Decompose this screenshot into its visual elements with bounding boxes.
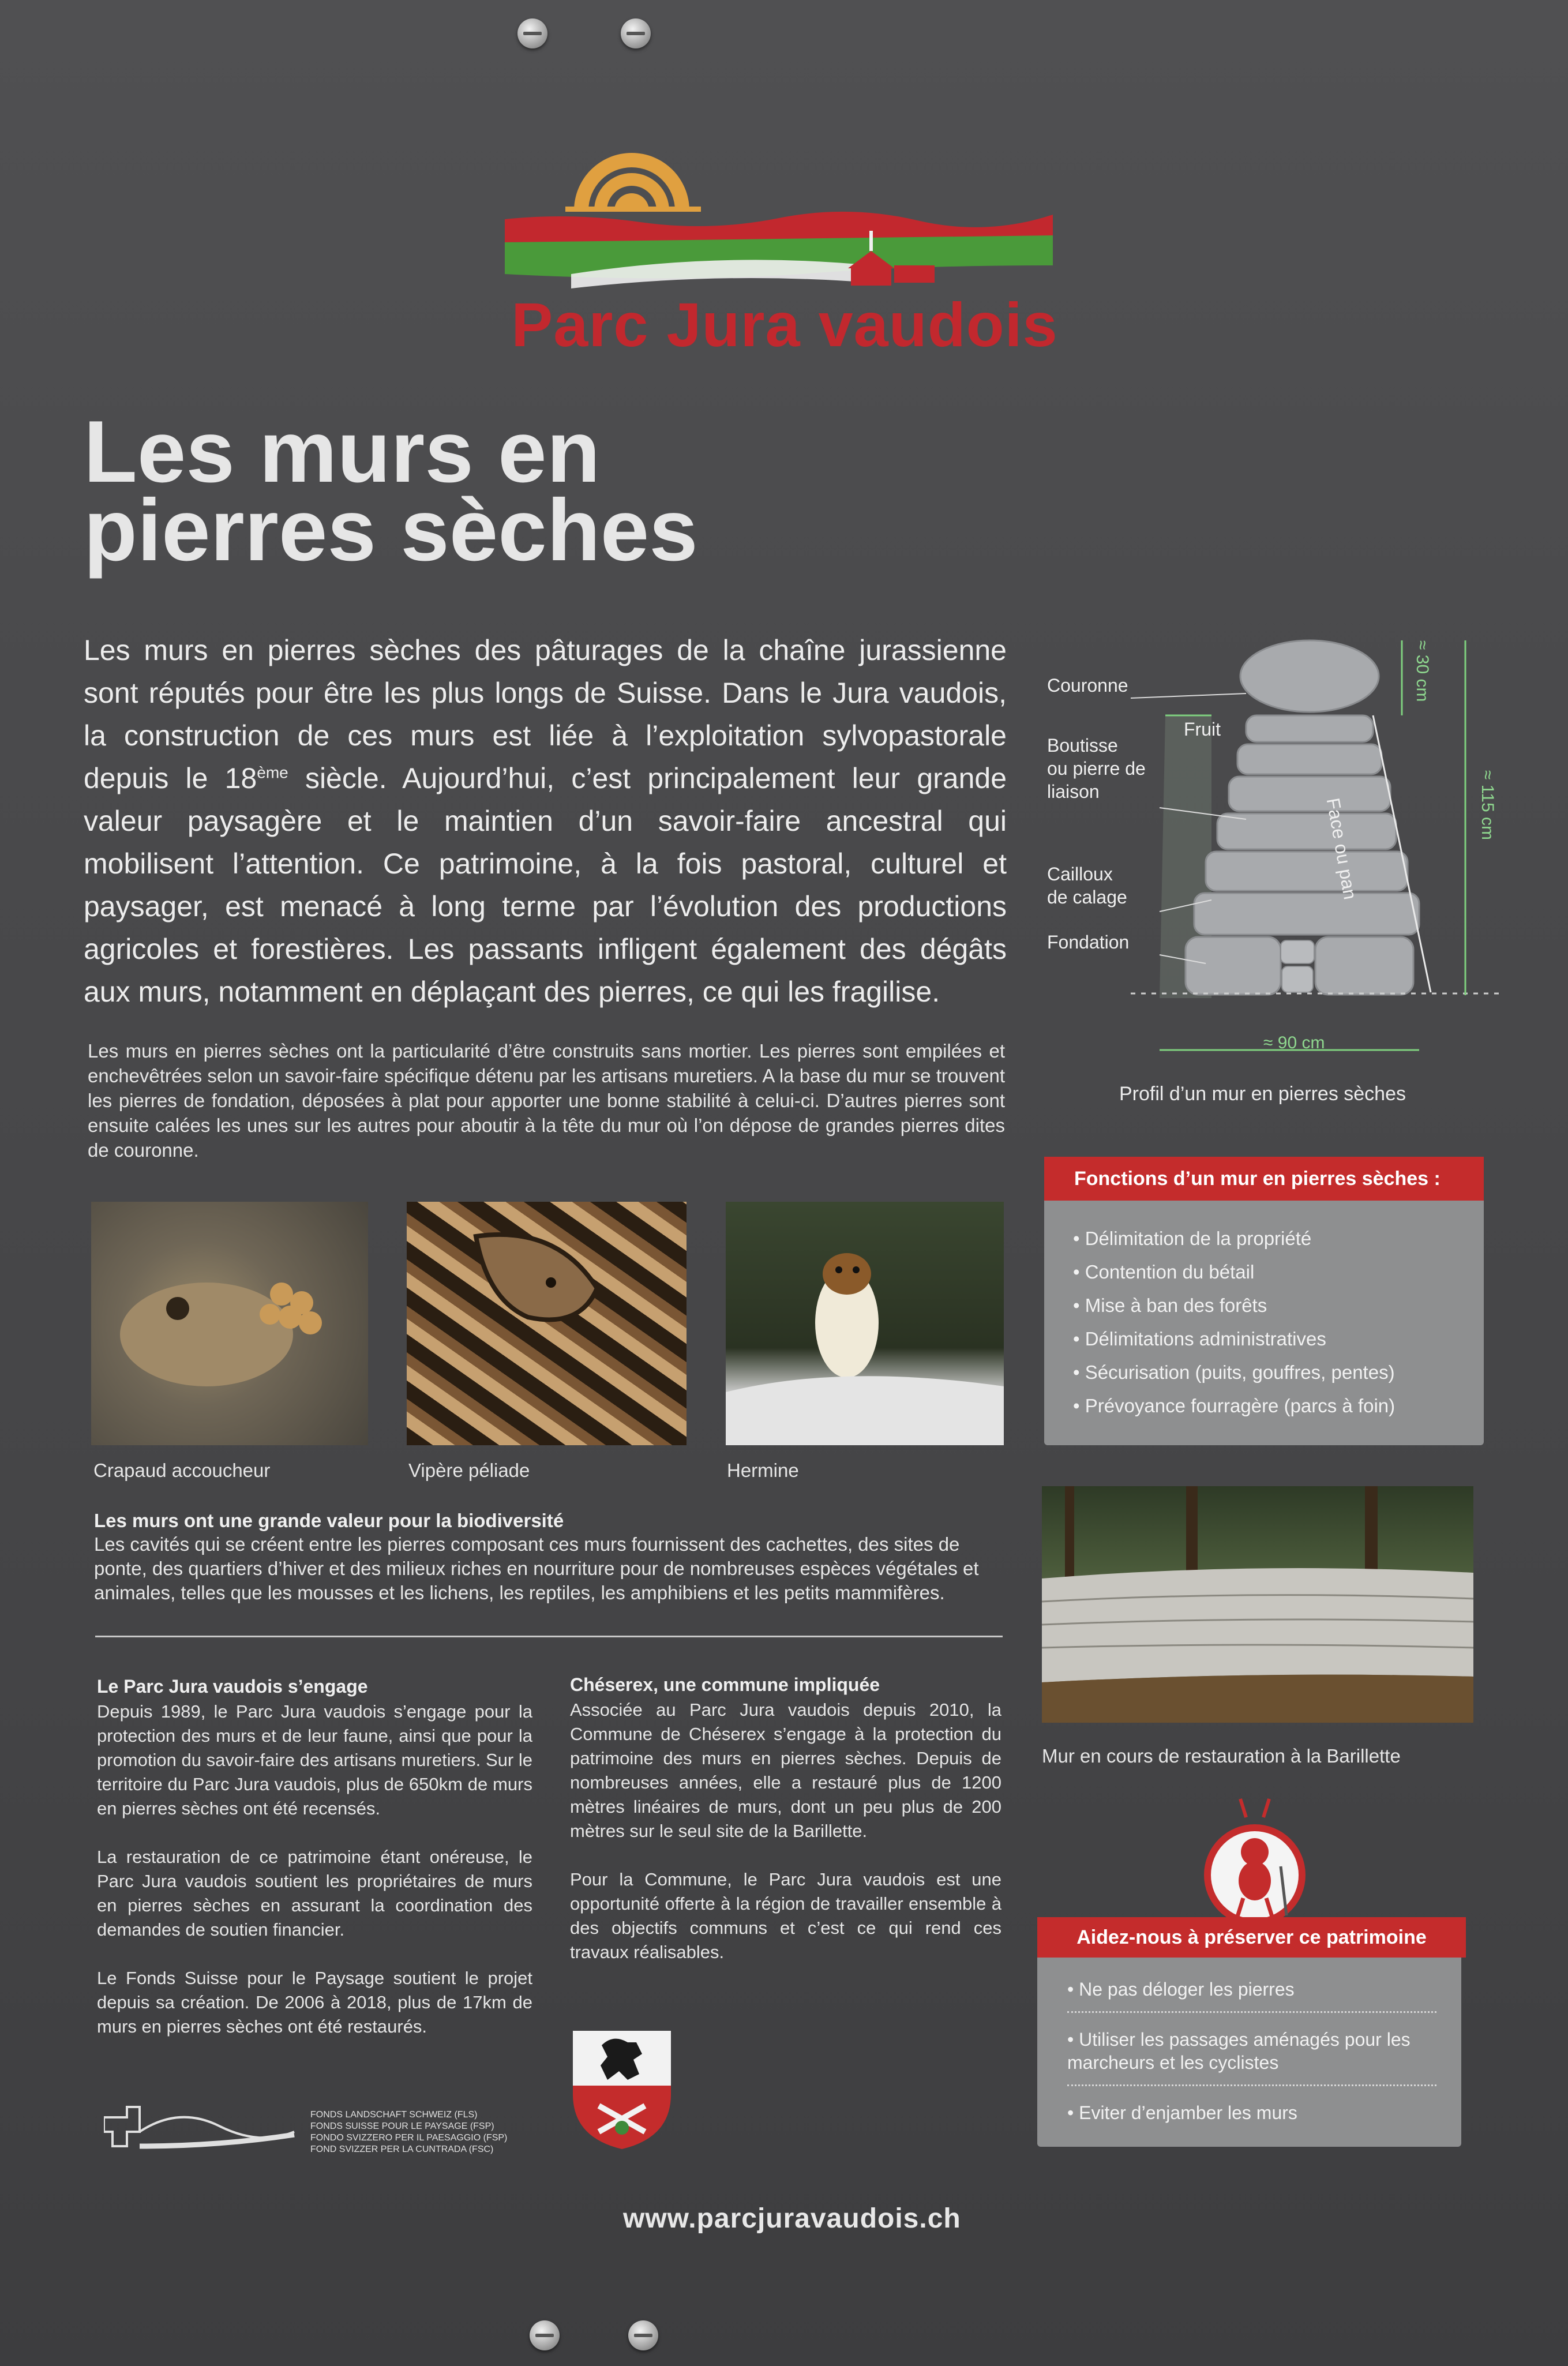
park-logo (502, 150, 1056, 294)
park-logo-name: Parc Jura vaudois (511, 290, 1058, 359)
intro-text-b: siècle. Aujourd’hui, c’est principalement leur grande valeur paysagère et le maintien d’un savoir-faire ancestral qui mobilisent l’attention. Ce patrimoine, à la fois pastoral, culturel et paysager, est menacé à long terme par l’évolution des productions agricoles et forestières. Les passants infligent également des dégâts aux murs, notamment en déplaçant des pierres, ce qui les fragilise. (84, 762, 1007, 1008)
help-item: • Ne pas déloger les pierres (1067, 1973, 1436, 2013)
photo-wall-restoration (1042, 1486, 1473, 1723)
diagram-label-couronne: Couronne (1047, 675, 1128, 696)
screw (628, 2320, 658, 2350)
boutisse-line-3: liaison (1047, 781, 1100, 802)
cailloux-line-1: Cailloux (1047, 864, 1113, 884)
fsp-line: FONDO SVIZZERO PER IL PAESAGGIO (FSP) (310, 2133, 508, 2143)
title-line-1: Les murs en (84, 403, 601, 501)
boutisse-line-1: Boutisse (1047, 735, 1118, 756)
fsp-line: FOND SVIZZER PER LA CUNTRADA (FSC) (310, 2144, 494, 2154)
screw (517, 18, 547, 48)
wall-profile-diagram (1131, 629, 1500, 1067)
intro-text-a: Les murs en pierres sèches des pâturages de la chaîne jurassienne sont réputés pour être les plus longs de Suisse. Dans le Jura vaudois, la construction de ces murs est liée à l’exploitation sylvopastorale depuis le 18 (84, 634, 1007, 794)
function-item: • Prévoyance fourragère (parcs à foin) (1073, 1395, 1396, 1416)
intro-paragraph (84, 629, 1007, 1013)
cheserex-paragraph: Associée au Parc Jura vaudois depuis 2010, la Commune de Chéserex s’engage à la protection du patrimoine des murs en pierres sèches. Depuis de nombreuses années, elle a restauré plus de 1200 mètres linéaires de murs, dont un peu plus de 200 mètres sur le seul site de la Barillette. (570, 1700, 1001, 1841)
biodiversity-title: Les murs ont une grande valeur pour la biodiversité (94, 1510, 564, 1531)
parc-paragraph: Le Fonds Suisse pour le Paysage soutient le projet depuis sa création. De 2006 à 2018, plus de 17km de murs en pierres sèches ont été restaurés. (97, 1968, 532, 2037)
function-item: • Mise à ban des forêts (1073, 1295, 1267, 1316)
diagram-dim-height: ≈ 115 cm (1478, 770, 1497, 840)
photo-caption: Crapaud accoucheur (93, 1460, 271, 1481)
page-title (84, 403, 698, 579)
help-item: • Utiliser les passages aménagés pour les marcheurs et les cyclistes (1067, 2023, 1436, 2086)
diagram-caption: Profil d’un mur en pierres sèches (1119, 1083, 1406, 1105)
photo-toad (91, 1202, 368, 1445)
diagram-label-fruit: Fruit (1184, 719, 1221, 740)
fsp-names (310, 2109, 507, 2155)
diagram-dim-top: ≈ 30 cm (1413, 640, 1432, 702)
photo-caption: Hermine (727, 1460, 799, 1481)
cheserex-section-text (570, 1698, 1001, 1989)
fsp-logo (104, 2100, 306, 2155)
cheserex-section-title: Chéserex, une commune impliquée (570, 1674, 880, 1695)
function-item: • Délimitation de la propriété (1073, 1228, 1312, 1249)
parc-paragraph: La restauration de ce patrimoine étant onéreuse, le Parc Jura vaudois soutient les propriétaires de murs en pierres sèches en assurant la coordination des demandes de soutien financier. (97, 1847, 532, 1940)
screw (530, 2320, 560, 2350)
cailloux-line-2: de calage (1047, 887, 1127, 908)
cheserex-paragraph: Pour la Commune, le Parc Jura vaudois est une opportunité offerte à la région de travailler ensemble à des objectifs communs et c’est ce qui rend ces travaux réalisables. (570, 1869, 1001, 1962)
function-item: • Sécurisation (puits, gouffres, pentes) (1073, 1362, 1395, 1383)
functions-list (1073, 1222, 1477, 1423)
title-line-2: pierres sèches (84, 481, 698, 579)
website-url[interactable]: www.parcjuravaudois.ch (623, 2203, 961, 2234)
boutisse-line-2: ou pierre de (1047, 758, 1146, 779)
parc-section-text (97, 1700, 532, 2063)
construction-paragraph: Les murs en pierres sèches ont la particularité d’être construits sans mortier. Les pierres sont empilées et enchevêtrées selon un savoir-faire spécifique détenu par les artisans muretiers. A la base du mur se trouvent les pierres de fondation, déposées à plat pour apporter une bonne stabilité à celui-ci. D’autres pierres sont ensuite calées les unes sur les autres pour aboutir à la tête du mur où l’on dépose de grandes pierres dites de couronne. (88, 1040, 1005, 1161)
divider (95, 1636, 1003, 1637)
wall-photo-caption: Mur en cours de restauration à la Barillette (1042, 1745, 1401, 1767)
diagram-label-boutisse (1047, 734, 1146, 803)
help-item: • Eviter d’enjamber les murs (1067, 2102, 1297, 2123)
parc-paragraph: Depuis 1989, le Parc Jura vaudois s’engage pour la protection des murs et de leur faune, ainsi que pour la promotion du savoir-faire des artisans muretiers. Sur le territoire du Parc Jura vaudois, plus de 650km de murs en pierres sèches ont été recensés. (97, 1701, 532, 1818)
ant-mascot-icon (1200, 1794, 1310, 1930)
diagram-label-fondation: Fondation (1047, 932, 1130, 953)
functions-title: Fonctions d’un mur en pierres sèches : (1044, 1157, 1484, 1201)
photo-ermine (726, 1202, 1004, 1445)
photo-viper (407, 1202, 687, 1445)
function-item: • Délimitations administratives (1073, 1328, 1326, 1349)
screw (621, 18, 651, 48)
help-list (1067, 1973, 1436, 2145)
function-item: • Contention du bétail (1073, 1261, 1255, 1283)
diagram-dim-base: ≈ 90 cm (1263, 1033, 1325, 1052)
biodiversity-text: Les cavités qui se créent entre les pierres composant ces murs fournissent des cachettes, des sites de ponte, des quartiers d’hiver et des milieux riches en nourriture pour de nombreuses espèces végétales et animales, telles que les mousses et les lichens, les reptiles, les amphibiens et les petits mammifères. (94, 1533, 979, 1603)
intro-superscript: ème (257, 763, 288, 782)
parc-section-title: Le Parc Jura vaudois s’engage (97, 1676, 368, 1697)
photo-caption: Vipère péliade (408, 1460, 530, 1481)
diagram-label-face: Face ou pan (1322, 796, 1361, 901)
cheserex-coat-of-arms (573, 2031, 671, 2149)
fsp-line: FONDS SUISSE POUR LE PAYSAGE (FSP) (310, 2121, 494, 2131)
diagram-label-cailloux (1047, 863, 1127, 909)
fsp-line: FONDS LANDSCHAFT SCHWEIZ (FLS) (310, 2110, 478, 2120)
help-title: Aidez-nous à préserver ce patrimoine (1037, 1917, 1466, 1958)
